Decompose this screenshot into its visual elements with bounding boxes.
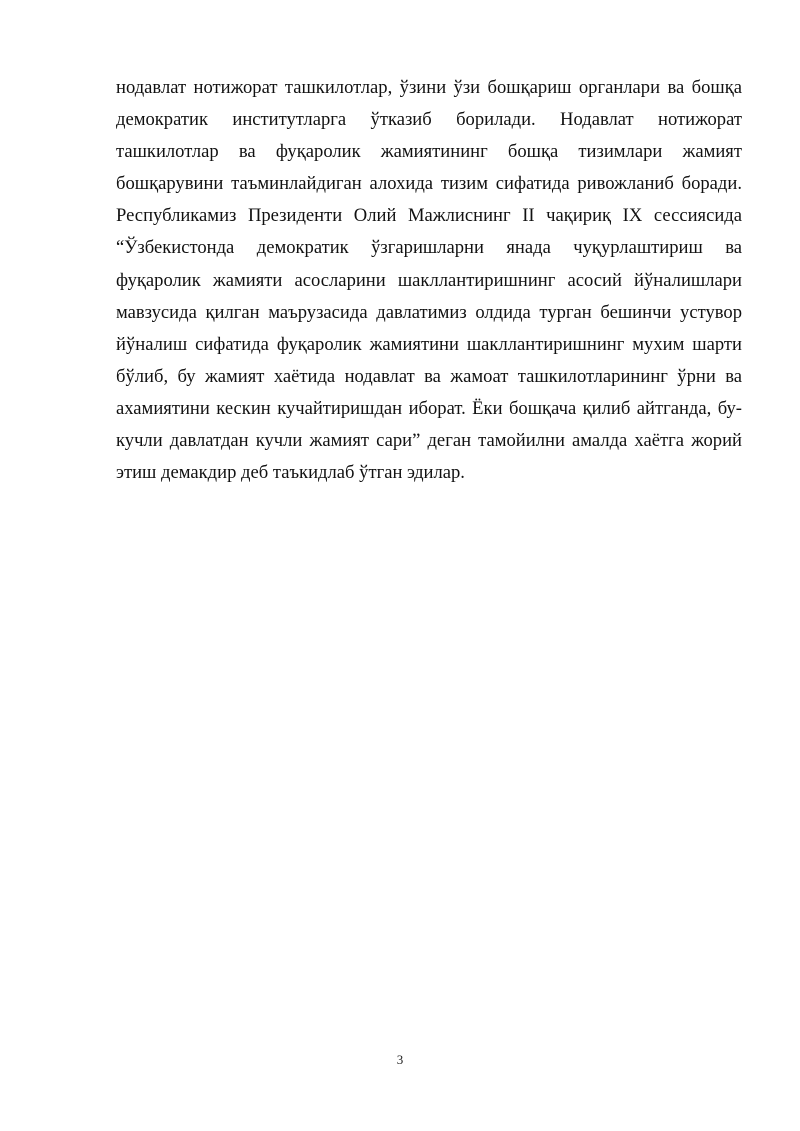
paragraph-line: “Ўзбекистонда демократик ўзгаришларни янада чуқурлаштириш ва — [116, 237, 742, 259]
paragraph-line: Республикамиз Президенти Олий Мажлиснинг II чақириқ IX сессиясида — [116, 205, 742, 227]
paragraph-line: мавзусида қилган маърузасида давлатимиз олдида турган бешинчи устувор — [116, 301, 742, 323]
paragraph-line: фуқаролик жамияти асосларини шакллантиришнинг асосий йўналишлари — [116, 269, 742, 291]
paragraph-line: демократик институтларга ўтказиб борилади. Нодавлат нотижорат — [116, 109, 742, 131]
paragraph-line: ахамиятини кескин кучайтиришдан иборат. Ёки бошқача қилиб айтганда, бу- — [116, 397, 742, 419]
paragraph-line: бошқарувини таъминлайдиган алохида тизим сифатида ривожланиб боради. — [116, 173, 742, 195]
paragraph-line: нодавлат нотижорат ташкилотлар, ўзини ўзи бошқариш органлари ва бошқа — [116, 77, 742, 98]
paragraph-line: бўлиб, бу жамият хаётида нодавлат ва жамоат ташкилотларининг ўрни ва — [116, 365, 742, 387]
paragraph-line: кучли давлатдан кучли жамият сари” деган тамойилни амалда хаётга жорий — [116, 430, 742, 452]
paragraph-line-last: этиш демакдир деб таъкидлаб ўтган эдилар. — [116, 462, 465, 484]
page-number: 3 — [396, 1052, 404, 1067]
paragraph-line: йўналиш сифатида фуқаролик жамиятини шакллантиришнинг мухим шарти — [116, 333, 742, 355]
paragraph-line: ташкилотлар ва фуқаролик жамиятининг бошқа тизимлари жамият — [116, 141, 742, 163]
body-paragraph — [116, 72, 742, 489]
